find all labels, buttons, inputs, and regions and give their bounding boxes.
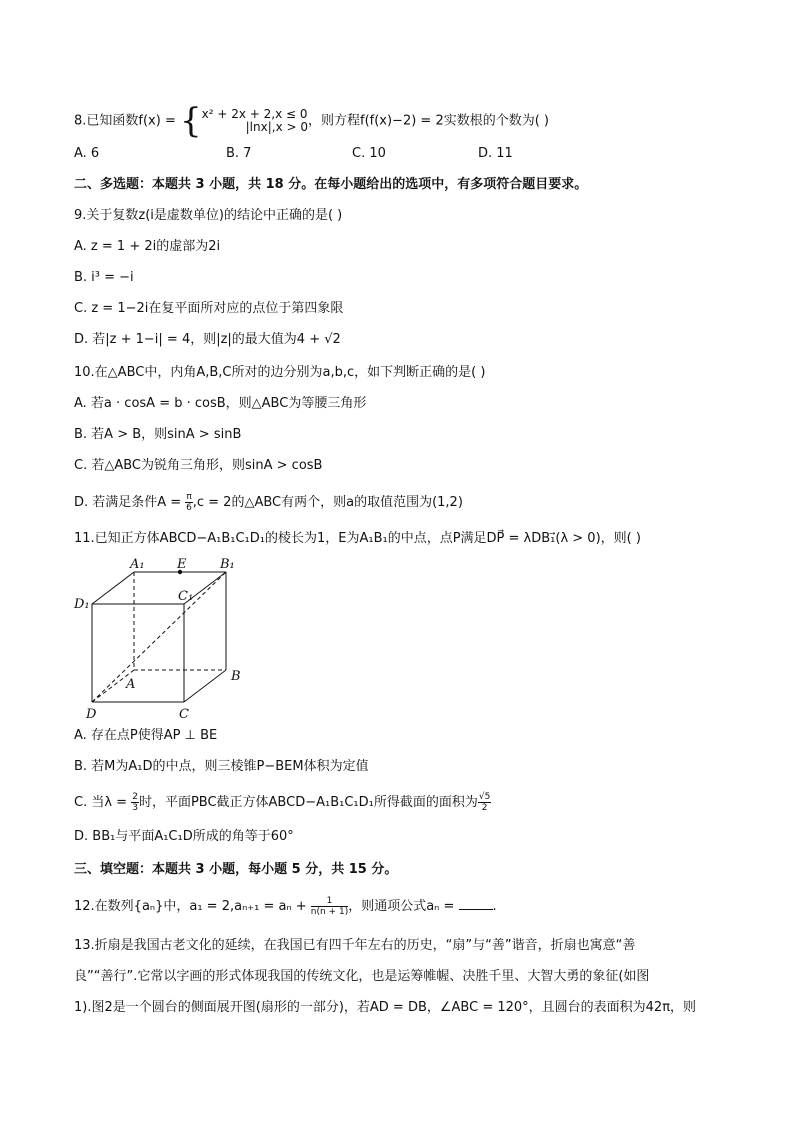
q8-case2: |lnx|,x > 0	[245, 120, 308, 134]
q9-option-c[interactable]: C. z = 1−2i在复平面所对应的点位于第四象限	[74, 301, 344, 316]
frac-num: 2	[132, 792, 138, 802]
q13-line2: 良”“善行”.它常以字画的形式体现我国的传统文化，也是运筹帷幄、决胜千里、大智大勇的象征(如图	[74, 969, 650, 984]
q9-option-b[interactable]: B. i³ = −i	[74, 270, 134, 285]
q11-option-a[interactable]: A. 存在点P使得AP ⊥ BE	[74, 728, 218, 743]
q10-option-b[interactable]: B. 若A > B，则sinA > sinB	[74, 427, 242, 442]
answer-blank[interactable]	[459, 897, 493, 910]
frac-num: π	[186, 492, 192, 502]
q12-stem	[74, 896, 497, 917]
label-e: E	[177, 557, 187, 572]
frac-den: 6	[186, 503, 192, 513]
q10-stem: 10.在△ABC中，内角A,B,C所对的边分别为a,b,c，如下判断正确的是( )	[74, 365, 486, 380]
sqrt5-over-2-fraction	[478, 792, 491, 813]
q12-prefix: 12.在数列{aₙ}中，a₁ = 2,aₙ₊₁ = aₙ +	[74, 899, 311, 914]
section2-heading: 二、多选题：本题共 3 小题，共 18 分。在每小题给出的选项中，有多项符合题目要求。	[74, 177, 588, 192]
q9-option-a[interactable]: A. z = 1 + 2i的虚部为2i	[74, 239, 221, 254]
label-a: A	[126, 677, 136, 692]
q8-option-c[interactable]: C. 10	[352, 146, 386, 161]
q9-option-d[interactable]: D. 若|z + 1−i| = 4，则|z|的最大值为4 + √2	[74, 332, 341, 347]
q8-option-d[interactable]: D. 11	[478, 146, 513, 161]
edge-d1-a1	[92, 572, 134, 604]
q10-d-prefix: D. 若满足条件A =	[74, 495, 186, 510]
piecewise-brace: {	[179, 101, 202, 141]
q10-d-suffix: ,c = 2的△ABC有两个，则a的取值范围为(1,2)	[192, 495, 463, 510]
q13-line1: 13.折扇是我国古老文化的延续，在我国已有四千年左右的历史，“扇”与“善”谐音，折扇也寓意“善	[74, 938, 636, 953]
q10-option-a[interactable]: A. 若a · cosA = b · cosB，则△ABC为等腰三角形	[74, 396, 367, 411]
label-c1: C₁	[178, 589, 194, 604]
q8-prefix: 8.已知函数f(x) =	[74, 113, 180, 129]
piecewise-cases	[202, 108, 308, 134]
pi-over-6-fraction	[185, 492, 192, 513]
q11-c-prefix: C. 当λ =	[74, 795, 132, 810]
q8-case1: x² + 2x + 2,x ≤ 0	[201, 107, 308, 121]
q11-option-d[interactable]: D. BB₁与平面A₁C₁D所成的角等于60°	[74, 829, 294, 844]
cube-figure	[74, 556, 260, 722]
frac-den: n(n + 1)	[310, 907, 349, 917]
label-d1: D₁	[74, 597, 90, 612]
q10-option-d[interactable]	[74, 492, 463, 513]
edge-c-b	[184, 670, 226, 702]
two-thirds-fraction	[131, 792, 139, 813]
frac-num: √5	[478, 792, 491, 802]
q10-option-c[interactable]: C. 若△ABC为锐角三角形，则sinA > cosB	[74, 458, 323, 473]
diagonal-d-b1	[92, 572, 226, 702]
frac-den: 3	[132, 803, 138, 813]
label-c: C	[179, 707, 189, 722]
q12-suffix: ，则通项公式aₙ =	[348, 899, 459, 914]
label-d: D	[86, 707, 97, 722]
q8-options	[74, 145, 714, 163]
q11-option-c[interactable]	[74, 792, 491, 813]
q8-option-b[interactable]: B. 7	[226, 146, 252, 161]
q8-suffix: ，则方程f(f(x)−2) = 2实数根的个数为( )	[308, 113, 550, 129]
q8-option-a[interactable]: A. 6	[74, 146, 100, 161]
label-b1: B₁	[220, 557, 235, 572]
label-a1: A₁	[130, 557, 145, 572]
q9-stem: 9.关于复数z(i是虚数单位)的结论中正确的是( )	[74, 208, 343, 223]
section3-heading: 三、填空题：本题共 3 小题，每小题 5 分，共 15 分。	[74, 862, 398, 877]
frac-den: 2	[481, 803, 488, 813]
q11-stem: 11.已知正方体ABCD−A₁B₁C₁D₁的棱长为1，E为A₁B₁的中点，点P满足DP⃗ = λDB₁⃗(λ > 0)，则( )	[74, 531, 641, 546]
q12-fraction	[311, 896, 348, 917]
q13-line3: 1).图2是一个圆台的侧面展开图(扇形的一部分)，若AD = DB，∠ABC = 120°，且圆台的表面积为42π，则	[74, 1000, 697, 1015]
frac-num: 1	[311, 896, 348, 907]
q11-option-b[interactable]: B. 若M为A₁D的中点，则三棱锥P−BEM体积为定值	[74, 759, 369, 774]
q12-end: .	[492, 899, 497, 914]
q11-c-mid: 时，平面PBC截正方体ABCD−A₁B₁C₁D₁所得截面的面积为	[138, 795, 478, 810]
q8-stem	[74, 101, 550, 141]
label-b: B	[231, 669, 241, 684]
